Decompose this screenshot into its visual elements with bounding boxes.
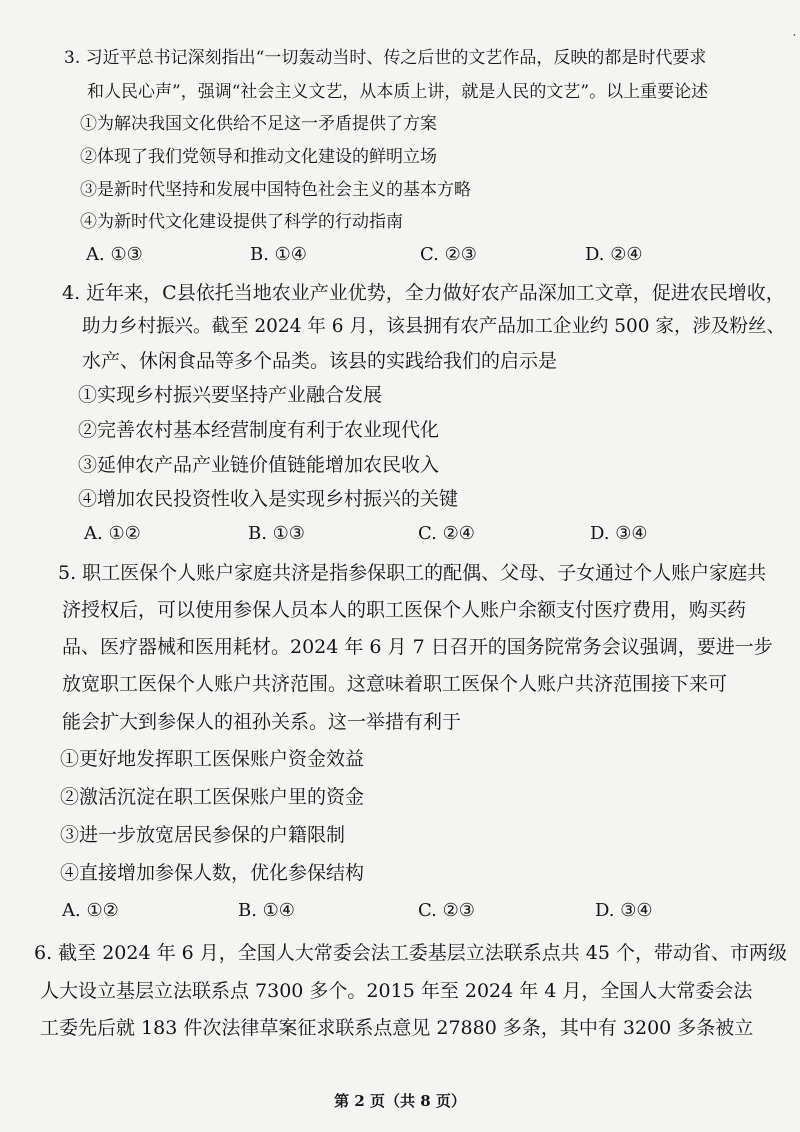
question-stem-line: 人大设立基层立法联系点 7300 多个。2015 年至 2024 年 4 月，全国人大常委会法 (40, 980, 753, 1002)
answer-option: B. ①④ (238, 900, 295, 921)
answer-option: A. ①③ (86, 244, 143, 265)
answer-option: B. ①③ (248, 523, 305, 544)
statement-item: ①为解决我国文化供给不足这一矛盾提供了方案 (80, 114, 437, 134)
answer-option: A. ①② (84, 523, 141, 544)
question-stem-line: 4. 近年来，C县依托当地农业产业优势，全力做好农产品深加工文章，促进农民增收， (62, 282, 785, 304)
statement-item: ②激活沉淀在职工医保账户里的资金 (60, 786, 365, 808)
statement-item: ②完善农村基本经营制度有利于农业现代化 (78, 419, 440, 441)
question-stem-line: 工委先后就 183 件次法律草案征求联系点意见 27880 多条，其中有 3200 多条被立 (40, 1017, 754, 1039)
answer-option: C. ②③ (418, 900, 475, 921)
answer-option: A. ①② (62, 900, 119, 921)
answer-option: C. ②③ (420, 244, 477, 265)
statement-item: ③延伸农产品产业链价值链能增加农民收入 (78, 454, 440, 476)
statement-item: ③是新时代坚持和发展中国特色社会主义的基本方略 (80, 180, 471, 200)
question-stem-line: 品、医疗器械和医用耗材。2024 年 6 月 7 日召开的国务院常务会议强调，要进一步 (62, 636, 773, 658)
answer-option: D. ②④ (585, 244, 643, 265)
question-stem-line: 5. 职工医保个人账户家庭共济是指参保职工的配偶、父母、子女通过个人账户家庭共 (58, 562, 767, 584)
question-stem-line: 水产、休闲食品等多个品类。该县的实践给我们的启示是 (82, 350, 558, 372)
statement-item: ④为新时代文化建设提供了科学的行动指南 (80, 212, 403, 232)
answer-option: D. ③④ (590, 523, 648, 544)
statement-item: ③进一步放宽居民参保的户籍限制 (60, 824, 346, 846)
answer-option: C. ②④ (418, 523, 475, 544)
statement-item: ①实现乡村振兴要坚持产业融合发展 (78, 384, 383, 406)
question-stem-line: 助力乡村振兴。截至 2024 年 6 月，该县拥有农产品加工企业约 500 家，涉及粉丝、 (82, 316, 785, 337)
statement-item: ④增加农民投资性收入是实现乡村振兴的关键 (78, 488, 459, 510)
question-stem-line: 6. 截至 2024 年 6 月，全国人大常委会法工委基层立法联系点共 45 个，带动省、市两级 (34, 942, 788, 964)
page-number-footer: 第 2 页（共 8 页） (334, 1092, 466, 1110)
answer-option: D. ③④ (595, 900, 653, 921)
question-stem-line: 3. 习近平总书记深刻指出“一切轰动当时、传之后世的文艺作品，反映的都是时代要求 (64, 48, 707, 68)
question-stem-line: 济授权后，可以使用参保人员本人的职工医保个人账户余额支付医疗费用，购买药 (62, 599, 747, 621)
question-stem-line: 和人民心声”，强调“社会主义文艺，从本质上讲，就是人民的文艺”。以上重要论述 (87, 82, 709, 102)
edge-mark: ᐧ (792, 28, 796, 44)
question-stem-line: 能会扩大到参保人的祖孙关系。这一举措有利于 (62, 711, 462, 733)
statement-item: ①更好地发挥职工医保账户资金效益 (60, 748, 365, 770)
question-stem-line: 放宽职工医保个人账户共济范围。这意味着职工医保个人账户共济范围接下来可 (62, 673, 728, 695)
statement-item: ②体现了我们党领导和推动文化建设的鲜明立场 (80, 147, 437, 167)
answer-option: B. ①④ (250, 244, 307, 265)
statement-item: ④直接增加参保人数，优化参保结构 (60, 862, 365, 884)
